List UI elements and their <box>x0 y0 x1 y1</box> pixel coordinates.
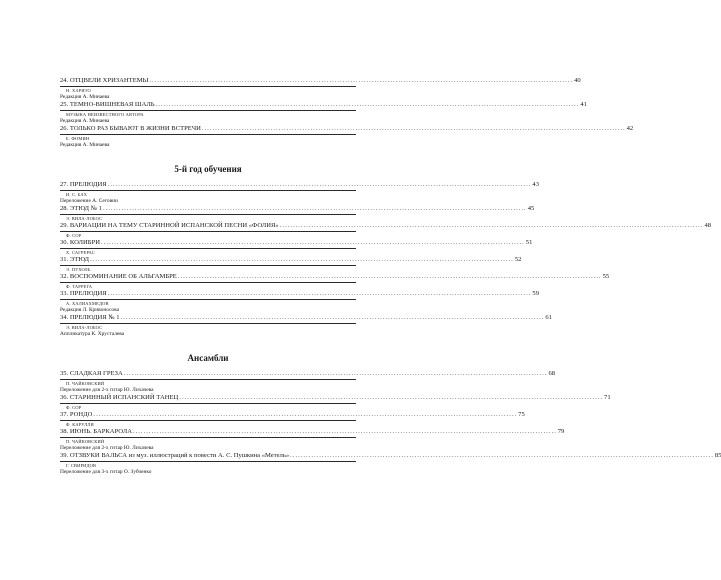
entry-line <box>60 394 611 402</box>
entry-note: Редакция А. Минаева <box>60 94 110 100</box>
entry-composer: Э. ПУХОЛЬ <box>66 267 91 272</box>
toc-entry <box>60 125 634 149</box>
entry-page: 42 <box>626 125 634 132</box>
entry-page: 85 <box>714 452 721 459</box>
leader-dots: ................................................................................................................................................................ <box>120 314 545 321</box>
entry-composer: Ф. СОР <box>66 405 82 410</box>
entry-title: 26. ТОЛЬКО РАЗ БЫВАЮТ В ЖИЗНИ ВСТРЕЧИ <box>60 125 201 132</box>
toc-entry <box>60 239 533 256</box>
entry-title: 27. ПРЕЛЮДИЯ <box>60 181 107 188</box>
entry-note: Переложение для 2-х гитар Ю. Лихачева <box>60 387 154 393</box>
leader-dots: ................................................................................................................................................................ <box>201 125 626 132</box>
entry-page: 55 <box>602 273 610 280</box>
entry-rule <box>60 86 356 87</box>
entry-title: 28. ЭТЮД № 1 <box>60 205 102 212</box>
entry-page: 41 <box>580 101 587 108</box>
entry-line <box>60 273 610 281</box>
entry-line <box>60 256 522 264</box>
toc-entry <box>60 222 712 239</box>
leader-dots: ................................................................................................................................................................ <box>107 290 532 297</box>
toc-entry <box>60 394 611 411</box>
entry-rule <box>60 420 356 421</box>
entry-page: 48 <box>704 222 712 229</box>
entry-page: 40 <box>574 77 581 84</box>
leader-dots: ................................................................................................................................................................ <box>279 222 704 229</box>
entry-page: 79 <box>557 428 565 435</box>
entry-composer: Г. СВИРИДОВ <box>66 463 97 468</box>
leader-dots: ................................................................................................................................................................ <box>93 411 518 418</box>
toc-entry <box>60 452 721 476</box>
entry-composer: Ф. ТАРРЕГА <box>66 284 93 289</box>
leader-dots: ................................................................................................................................................................ <box>90 256 514 263</box>
entry-title: 29. ВАРИАЦИИ НА ТЕМУ СТАРИННОЙ ИСПАНСКОЙ ПЕСНИ «ФОЛИЯ» <box>60 222 279 229</box>
entry-line <box>60 181 540 189</box>
entry-page: 43 <box>532 181 540 188</box>
entry-line <box>60 222 712 230</box>
leader-dots: ................................................................................................................................................................ <box>177 273 602 280</box>
leader-dots: ................................................................................................................................................................ <box>132 428 557 435</box>
entry-note: Редакция Л. Кривоносова <box>60 307 119 313</box>
toc-entry <box>60 290 540 314</box>
entry-composer: А. ХАЛИАХМЕДОВ <box>66 301 109 306</box>
toc-entry <box>60 205 535 222</box>
entry-line <box>60 77 581 85</box>
entry-composer: МУЗЫКА НЕИЗВЕСТНОГО АВТОРА <box>66 112 144 117</box>
entry-title: 25. ТЕМНО-ВИШНЕВАЯ ШАЛЬ <box>60 101 155 108</box>
entry-line <box>60 370 556 378</box>
entry-rule <box>60 248 356 249</box>
entry-title: 32. ВОСПОМИНАНИЕ ОБ АЛЬГАМБРЕ <box>60 273 177 280</box>
entry-composer: Ф. СОР <box>66 233 82 238</box>
entry-title: 38. ИЮНЬ. БАРКАРОЛА <box>60 428 132 435</box>
entry-composer: Б. ФОМИН <box>66 136 90 141</box>
entry-composer: П. ЧАЙКОВСКИЙ <box>66 381 105 386</box>
entry-composer: Х. САГРЕРАС <box>66 250 95 255</box>
entry-rule <box>60 323 356 324</box>
entry-line <box>60 239 533 247</box>
entry-line <box>60 411 525 419</box>
toc-entry <box>60 411 525 428</box>
entry-title: 30. КОЛИБРИ <box>60 239 101 246</box>
entry-page: 59 <box>532 290 540 297</box>
toc-entry <box>60 256 522 273</box>
entry-page: 52 <box>514 256 522 263</box>
toc-entry <box>60 77 581 101</box>
entry-title: 31. ЭТЮД <box>60 256 90 263</box>
entry-rule <box>60 282 356 283</box>
section-ensembles <box>60 370 721 476</box>
leader-dots: ................................................................................................................................................................ <box>102 205 527 212</box>
leader-dots: ................................................................................................................................................................ <box>179 394 604 401</box>
entry-line <box>60 205 535 213</box>
entry-rule <box>60 379 356 380</box>
entry-rule <box>60 110 356 111</box>
entry-title: 37. РОНДО <box>60 411 93 418</box>
leader-dots: ................................................................................................................................................................ <box>101 239 525 246</box>
entry-composer: И. С. БАХ <box>66 192 88 197</box>
entry-rule <box>60 190 356 191</box>
toc-entry <box>60 314 552 338</box>
entry-title: 36. СТАРИННЫЙ ИСПАНСКИЙ ТАНЕЦ <box>60 394 179 401</box>
entry-rule <box>60 437 356 438</box>
entry-note: Редакция А. Минаева <box>60 142 110 148</box>
entry-note: Переложение А. Сеговии <box>60 198 118 204</box>
entry-rule <box>60 265 356 266</box>
entry-line <box>60 428 565 436</box>
section-heading-ensembles: Ансамбли <box>187 353 229 363</box>
entry-line <box>60 101 587 109</box>
entry-rule <box>60 403 356 404</box>
leader-dots: ................................................................................................................................................................ <box>123 370 548 377</box>
leader-dots: ................................................................................................................................................................ <box>107 181 532 188</box>
entry-page: 61 <box>545 314 552 321</box>
entry-title: 24. ОТЦВЕЛИ ХРИЗАНТЕМЫ <box>60 77 149 84</box>
entry-rule <box>60 214 356 215</box>
leader-dots: ................................................................................................................................................................ <box>290 452 714 459</box>
entry-page: 71 <box>604 394 611 401</box>
entry-rule <box>60 134 356 135</box>
section-continued <box>60 77 634 149</box>
entry-note: Переложение для 2-х гитар Ю. Лихачева <box>60 445 154 451</box>
toc-entry <box>60 273 610 290</box>
entry-line <box>60 290 540 298</box>
entry-page: 51 <box>525 239 533 246</box>
entry-title: 33. ПРЕЛЮДИЯ <box>60 290 107 297</box>
entry-composer: П. ЧАЙКОВСКИЙ <box>66 439 105 444</box>
entry-rule <box>60 231 356 232</box>
entry-page: 45 <box>527 205 535 212</box>
entry-note: Переложение для 3-х гитар О. Зубченко <box>60 469 152 475</box>
entry-composer: Ф. КАРУЛЛИ <box>66 422 94 427</box>
entry-title: 35. СЛАДКАЯ ГРЕЗА <box>60 370 123 377</box>
section-year5 <box>60 181 712 338</box>
entry-composer: Э. ВИЛА-ЛОБОС <box>66 216 103 221</box>
entry-rule <box>60 299 356 300</box>
entry-title: 39. ОТЗВУКИ ВАЛЬСА из муз. иллюстраций к повести А. С. Пушкина «Метель» <box>60 452 290 459</box>
toc-entry <box>60 428 565 452</box>
entry-line <box>60 314 552 322</box>
toc-entry <box>60 181 540 205</box>
entry-composer: Н. ХАРИТО <box>66 88 91 93</box>
entry-page: 68 <box>548 370 556 377</box>
entry-note: Редакция А. Минаева <box>60 118 110 124</box>
leader-dots: ................................................................................................................................................................ <box>155 101 580 108</box>
entry-page: 75 <box>518 411 525 418</box>
leader-dots: ................................................................................................................................................................ <box>149 77 574 84</box>
entry-rule <box>60 461 356 462</box>
entry-composer: Э. ВИЛА-ЛОБОС <box>66 325 103 330</box>
entry-note: Аппликатура К. Хрусталева <box>60 331 125 337</box>
entry-line <box>60 452 721 460</box>
toc-entry <box>60 101 587 125</box>
entry-line <box>60 125 634 133</box>
entry-title: 34. ПРЕЛЮДИЯ № 1 <box>60 314 120 321</box>
section-heading-year5: 5-й год обучения <box>174 164 242 174</box>
toc-entry <box>60 370 556 394</box>
